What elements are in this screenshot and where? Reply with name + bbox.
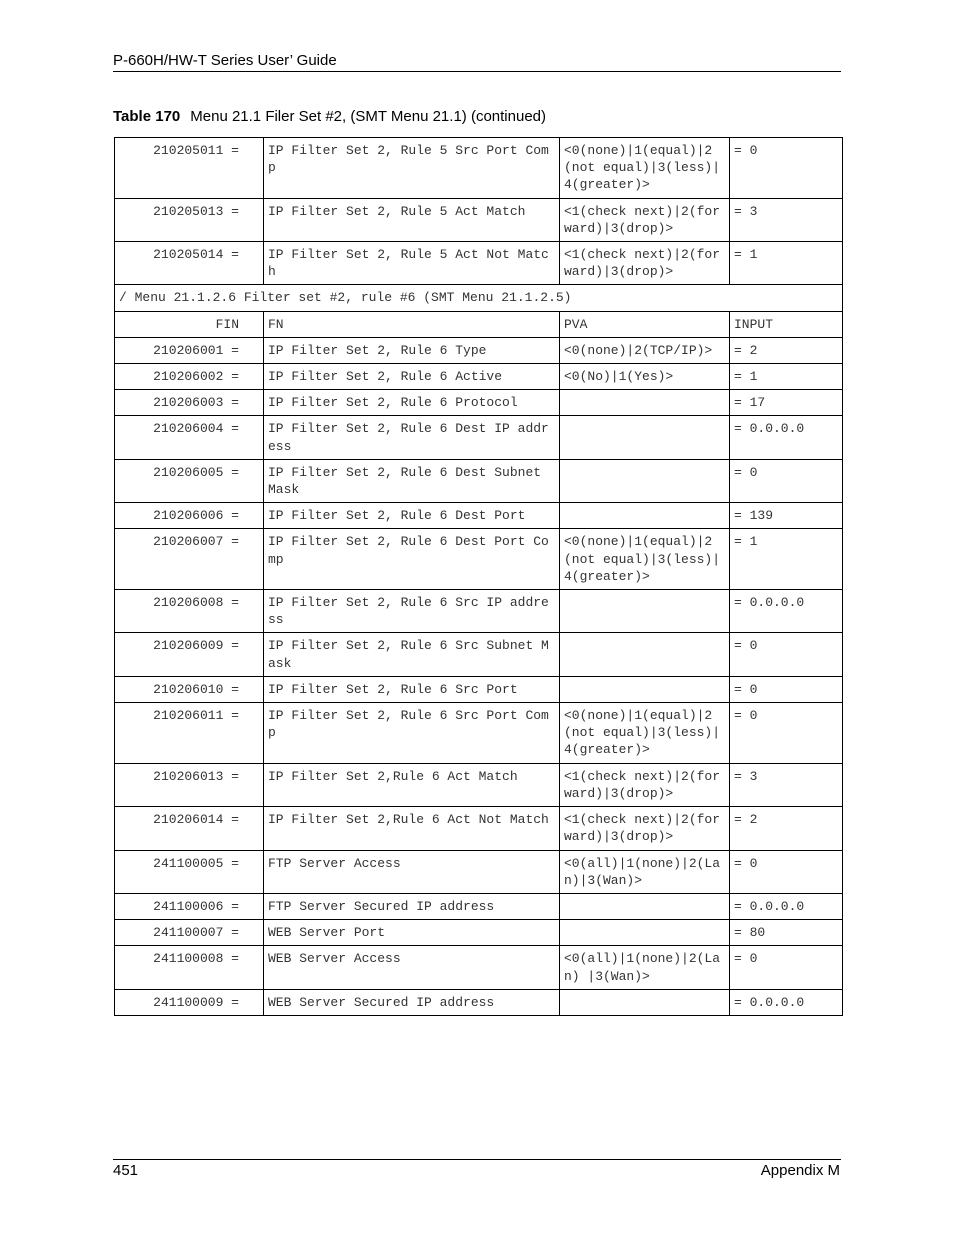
cell-input: = 0 (730, 633, 843, 676)
cell-pva: <0(all)|1(none)|2(Lan) |3(Wan)> (560, 946, 730, 989)
cell-input: = 17 (730, 390, 843, 416)
cell-fn: IP Filter Set 2, Rule 6 Dest Port Comp (264, 529, 560, 590)
filter-set-table-body (115, 138, 843, 1016)
cell-fn: WEB Server Access (264, 946, 560, 989)
cell-fin: 241100008 = (115, 946, 264, 989)
cell-fin: 210206006 = (115, 503, 264, 529)
cell-input: = 0.0.0.0 (730, 590, 843, 633)
cell-pva (560, 676, 730, 702)
cell-fin: 210205011 = (115, 138, 264, 199)
table-row (115, 390, 843, 416)
cell-fin: 210206001 = (115, 337, 264, 363)
cell-input: = 3 (730, 763, 843, 806)
cell-input: = 3 (730, 198, 843, 241)
cell-fin: 210206007 = (115, 529, 264, 590)
table-row (115, 529, 843, 590)
table-row (115, 946, 843, 989)
cell-pva: <1(check next)|2(forward)|3(drop)> (560, 763, 730, 806)
cell-pva (560, 459, 730, 502)
cell-fn: FTP Server Access (264, 850, 560, 893)
cell-fn: IP Filter Set 2, Rule 6 Dest Port (264, 503, 560, 529)
table-caption-label: Table 170 (113, 108, 181, 125)
column-header-fin: FIN (115, 311, 264, 337)
cell-fn: IP Filter Set 2,Rule 6 Act Not Match (264, 807, 560, 850)
column-header-fn: FN (264, 311, 560, 337)
cell-input: = 0 (730, 138, 843, 199)
column-header-pva: PVA (560, 311, 730, 337)
column-header-row (115, 311, 843, 337)
table-row (115, 459, 843, 502)
cell-input: = 0.0.0.0 (730, 416, 843, 459)
cell-fn: IP Filter Set 2,Rule 6 Act Match (264, 763, 560, 806)
cell-fin: 210206002 = (115, 364, 264, 390)
table-row (115, 590, 843, 633)
table-row (115, 416, 843, 459)
cell-fin: 210206013 = (115, 763, 264, 806)
cell-pva: <0(all)|1(none)|2(Lan)|3(Wan)> (560, 850, 730, 893)
section-title: / Menu 21.1.2.6 Filter set #2, rule #6 (SMT Menu 21.1.2.5) (115, 285, 843, 311)
cell-pva: <0(none)|1(equal)|2(not equal)|3(less)|4(greater)> (560, 703, 730, 764)
table-row (115, 920, 843, 946)
cell-fin: 210206003 = (115, 390, 264, 416)
table-row (115, 989, 843, 1015)
table-row (115, 337, 843, 363)
cell-fn: IP Filter Set 2, Rule 5 Act Match (264, 198, 560, 241)
cell-fn: IP Filter Set 2, Rule 6 Dest Subnet Mask (264, 459, 560, 502)
cell-fin: 210206010 = (115, 676, 264, 702)
table-row (115, 242, 843, 285)
cell-fn: WEB Server Secured IP address (264, 989, 560, 1015)
cell-fin: 210206014 = (115, 807, 264, 850)
cell-fn: IP Filter Set 2, Rule 6 Src Subnet Mask (264, 633, 560, 676)
cell-fin: 210205014 = (115, 242, 264, 285)
cell-fn: IP Filter Set 2, Rule 6 Protocol (264, 390, 560, 416)
table-caption (113, 108, 546, 125)
cell-fin: 210206004 = (115, 416, 264, 459)
cell-input: = 139 (730, 503, 843, 529)
cell-pva: <0(none)|1(equal)|2(not equal)|3(less)|4(greater)> (560, 138, 730, 199)
cell-pva: <1(check next)|2(forward)|3(drop)> (560, 198, 730, 241)
cell-pva (560, 989, 730, 1015)
cell-fn: IP Filter Set 2, Rule 6 Src Port (264, 676, 560, 702)
cell-fn: IP Filter Set 2, Rule 6 Src IP address (264, 590, 560, 633)
column-header-input: INPUT (730, 311, 843, 337)
cell-input: = 0 (730, 850, 843, 893)
table-row (115, 703, 843, 764)
cell-fn: IP Filter Set 2, Rule 6 Type (264, 337, 560, 363)
cell-fin: 241100007 = (115, 920, 264, 946)
cell-pva (560, 416, 730, 459)
cell-pva (560, 390, 730, 416)
cell-fin: 210206008 = (115, 590, 264, 633)
cell-fin: 210205013 = (115, 198, 264, 241)
table-row (115, 503, 843, 529)
cell-input: = 1 (730, 529, 843, 590)
cell-fn: WEB Server Port (264, 920, 560, 946)
cell-pva: <0(No)|1(Yes)> (560, 364, 730, 390)
page-header-title: P-660H/HW-T Series User’ Guide (113, 52, 337, 69)
cell-input: = 0.0.0.0 (730, 989, 843, 1015)
cell-fin: 241100005 = (115, 850, 264, 893)
table-row (115, 763, 843, 806)
cell-fin: 241100009 = (115, 989, 264, 1015)
table-row (115, 633, 843, 676)
cell-input: = 1 (730, 242, 843, 285)
table-row (115, 198, 843, 241)
cell-pva: <0(none)|1(equal)|2(not equal)|3(less)|4(greater)> (560, 529, 730, 590)
cell-fn: IP Filter Set 2, Rule 5 Src Port Comp (264, 138, 560, 199)
cell-input: = 0 (730, 459, 843, 502)
cell-input: = 0 (730, 946, 843, 989)
footer-divider (113, 1159, 841, 1160)
section-row (115, 285, 843, 311)
page-number: 451 (113, 1162, 139, 1179)
cell-pva (560, 590, 730, 633)
cell-input: = 0 (730, 676, 843, 702)
cell-input: = 2 (730, 337, 843, 363)
cell-fin: 210206009 = (115, 633, 264, 676)
cell-input: = 0 (730, 703, 843, 764)
cell-input: = 1 (730, 364, 843, 390)
cell-pva (560, 503, 730, 529)
cell-input: = 2 (730, 807, 843, 850)
cell-pva (560, 633, 730, 676)
footer-section: Appendix M (760, 1162, 840, 1179)
table-caption-text: Menu 21.1 Filer Set #2, (SMT Menu 21.1) (continued) (190, 108, 546, 125)
cell-pva (560, 893, 730, 919)
cell-fin: 241100006 = (115, 893, 264, 919)
table-row (115, 850, 843, 893)
table-row (115, 676, 843, 702)
header-divider (113, 71, 841, 72)
cell-fn: FTP Server Secured IP address (264, 893, 560, 919)
filter-set-table (114, 137, 843, 1016)
table-row (115, 893, 843, 919)
cell-pva: <0(none)|2(TCP/IP)> (560, 337, 730, 363)
cell-fin: 210206011 = (115, 703, 264, 764)
cell-fn: IP Filter Set 2, Rule 6 Dest IP address (264, 416, 560, 459)
table-row (115, 138, 843, 199)
table-row (115, 364, 843, 390)
cell-input: = 80 (730, 920, 843, 946)
cell-fn: IP Filter Set 2, Rule 6 Active (264, 364, 560, 390)
cell-fn: IP Filter Set 2, Rule 5 Act Not Match (264, 242, 560, 285)
cell-pva: <1(check next)|2(forward)|3(drop)> (560, 242, 730, 285)
cell-fin: 210206005 = (115, 459, 264, 502)
table-row (115, 807, 843, 850)
cell-input: = 0.0.0.0 (730, 893, 843, 919)
cell-pva (560, 920, 730, 946)
cell-fn: IP Filter Set 2, Rule 6 Src Port Comp (264, 703, 560, 764)
cell-pva: <1(check next)|2(forward)|3(drop)> (560, 807, 730, 850)
